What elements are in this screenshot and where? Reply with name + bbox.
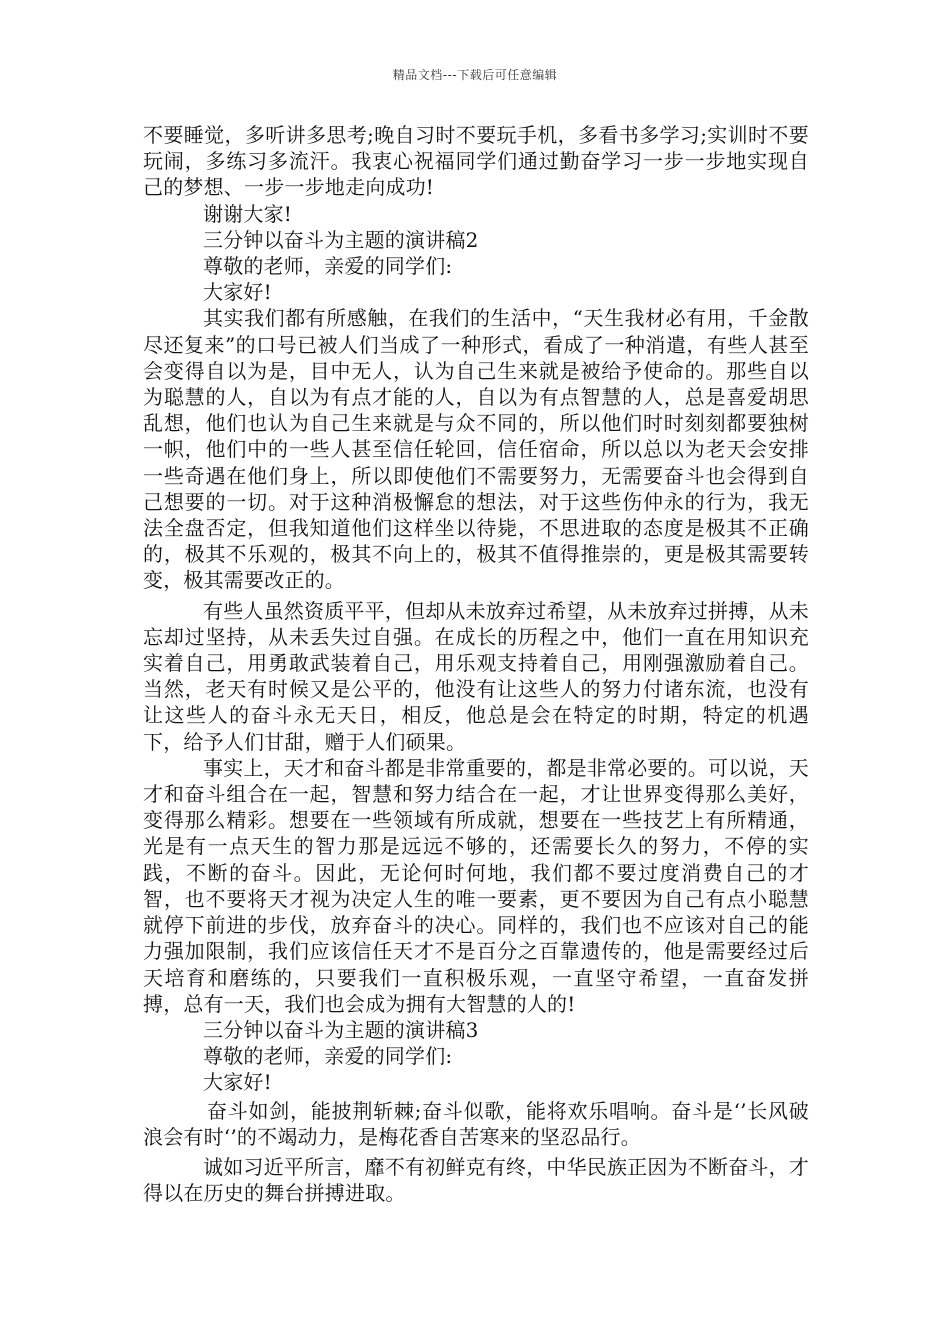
greeting-2: 大家好! [203, 280, 272, 305]
salutation-3: 尊敬的老师，亲爱的同学们: [203, 1044, 453, 1069]
document-body [143, 122, 809, 1206]
paragraph-intro-continuation: 不要睡觉，多听讲多思考;晚自习时不要玩手机，多看书多学习;实训时不要玩闹，多练习多流汗。我衷心祝福同学们通过勤奋学习一步一步地实现自己的梦想、一步一步地走向成功! [143, 123, 809, 200]
section-title-3: 三分钟以奋斗为主题的演讲稿3 [203, 1017, 479, 1042]
paragraph-body-4: 奋斗如剑，能披荆斩棘;奋斗似歌，能将欢乐唱响。奋斗是‘’长风破浪会有时‘’的不竭动力，是梅花香自苦寒来的坚忍品行。 [143, 1098, 809, 1149]
paragraph-body-2: 有些人虽然资质平平，但却从未放弃过希望，从未放弃过拼搏，从未忘却过坚持，从未丢失过自强。在成长的历程之中，他们一直在用知识充实着自己，用勇敢武装着自己，用乐观支持着自己，用刚强激励着自己。当然，老天有时候又是公平的，他没有让这些人的努力付诸东流，也没有让这些人的奋斗永无天日，相反，他总是会在特定的时期，特定的机遇下，给予人们甘甜，赠于人们硕果。 [143, 598, 809, 754]
paragraph-body-1: 其实我们都有所感触，在我们的生活中，“天生我材必有用，千金散尽还复来”的口号已被人们当成了一种形式，看成了一种消遣，有些人甚至会变得自以为是，目中无人，认为自己生来就是被给予使命的。那些自以为聪慧的人，自以为有点才能的人，自以为有点智慧的人，总是喜爱胡思乱想，他们也认为自己生来就是与众不同的，所以他们时时刻刻都要独树一帜，他们中的一些人甚至信任轮回，信任宿命，所以总以为老天会安排一些奇遇在他们身上，所以即使他们不需要努力，无需要奋斗也会得到自己想要的一切。对于这种消极懈怠的想法，对于这些伤仲永的行为，我无法全盘否定，但我知道他们这样坐以待毙，不思进取的态度是极其不正确的，极其不乐观的，极其不向上的，极其不值得推崇的，更是极其需要转变，极其需要改正的。 [143, 306, 809, 593]
paragraph-body-3: 事实上，天才和奋斗都是非常重要的，都是非常必要的。可以说，天才和奋斗组合在一起，智慧和努力结合在一起，才让世界变得那么美好，变得那么精彩。想要在一些领域有所成就，想要在一些技艺上有所精通，光是有一点天生的智力那是远远不够的，还需要长久的努力，不停的实践，不断的奋斗。因此，无论何时何地，我们都不要过度消费自己的才智，也不要将天才视为决定人生的唯一要素，更不要因为自己有点小聪慧就停下前进的步伐，放弃奋斗的决心。同样的，我们也不应该对自己的能力强加限制，我们应该信任天才不是百分之百靠遗传的，他是需要经过后天培育和磨练的，只要我们一直积极乐观，一直坚守希望，一直奋发拼搏，总有一天，我们也会成为拥有大智慧的人的! [143, 755, 809, 1016]
salutation-2: 尊敬的老师，亲爱的同学们: [203, 254, 453, 279]
paragraph-body-5: 诚如习近平所言，靡不有初鲜克有终，中华民族正因为不断奋斗，才得以在历史的舞台拼搏进取。 [143, 1154, 809, 1206]
paragraph-thanks: 谢谢大家! [203, 201, 293, 226]
section-title-2: 三分钟以奋斗为主题的演讲稿2 [203, 227, 479, 252]
greeting-3: 大家好! [203, 1070, 272, 1095]
page-header: 精品文档---下载后可任意编辑 [392, 68, 558, 82]
